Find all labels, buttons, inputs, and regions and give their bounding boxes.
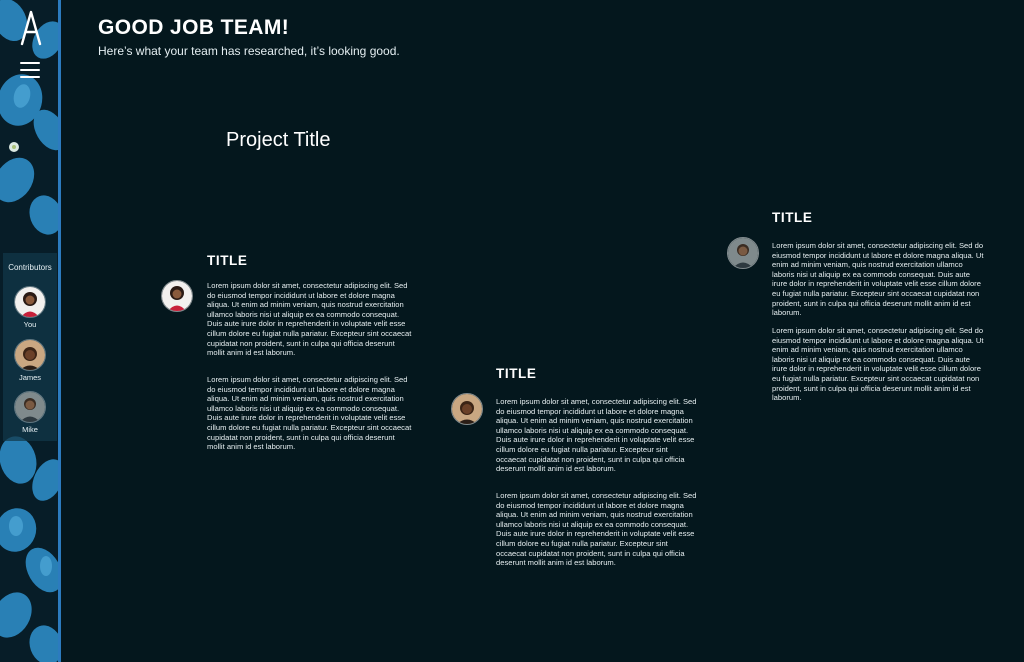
avatar[interactable] <box>451 393 483 425</box>
card-paragraph: Lorem ipsum dolor sit amet, consectetur adipiscing elit. Sed do eiusmod tempor incididunt ut labore et dolore magna aliqua. Ut enim ad minim veniam, quis nostrud exercitation ullamco laboris nisi ut aliquip ex ea commodo consequat. Duis aute irure dolor in reprehenderit in voluptate velit esse cillum dolore eu fugiat nulla pariatur. Excepteur sint occaecat cupidatat non proident, sunt in culpa qui officia deserunt mollit anim id est laborum. <box>207 375 412 452</box>
card-title: TITLE <box>496 366 537 381</box>
avatar[interactable] <box>161 280 193 312</box>
page-title: GOOD JOB TEAM! <box>98 16 290 39</box>
contributor-name: Mike <box>22 425 38 434</box>
hamburger-menu-icon[interactable] <box>20 62 40 78</box>
avatar <box>14 339 46 371</box>
card-paragraph: Lorem ipsum dolor sit amet, consectetur adipiscing elit. Sed do eiusmod tempor incididunt ut labore et dolore magna aliqua. Ut enim ad minim veniam, quis nostrud exercitation ullamco laboris nisi ut aliquip ex ea commodo consequat. Duis aute irure dolor in reprehenderit in voluptate velit esse cillum dolore eu fugiat nulla pariatur. Excepteur sint occaecat cupidatat non proident, sunt in culpa qui officia deserunt mollit anim id est laborum. <box>207 281 412 358</box>
page-subtitle: Here’s what your team has researched, it’s looking good. <box>98 44 400 58</box>
avatar <box>14 391 46 423</box>
card-paragraph: Lorem ipsum dolor sit amet, consectetur adipiscing elit. Sed do eiusmod tempor incididunt ut labore et dolore magna aliqua. Ut enim ad minim veniam, quis nostrud exercitation ullamco laboris nisi ut aliquip ex ea commodo consequat. Duis aute irure dolor in reprehenderit in voluptate velit esse cillum dolore eu fugiat nulla pariatur. Excepteur sint occaecat cupidatat non proident, sunt in culpa qui officia deserunt mollit anim id est laborum. <box>772 326 984 403</box>
card-title: TITLE <box>207 253 248 268</box>
card-paragraph: Lorem ipsum dolor sit amet, consectetur adipiscing elit. Sed do eiusmod tempor incididunt ut labore et dolore magna aliqua. Ut enim ad minim veniam, quis nostrud exercitation ullamco laboris nisi ut aliquip ex ea commodo consequat. Duis aute irure dolor in reprehenderit in voluptate velit esse cillum dolore eu fugiat nulla pariatur. Excepteur sint occaecat cupidatat non proident, sunt in culpa qui officia deserunt mollit anim id est laborum. <box>772 241 984 318</box>
project-title: Project Title <box>226 129 331 151</box>
contributor-mike[interactable] <box>3 391 57 434</box>
contributor-name: You <box>23 320 37 329</box>
avatar[interactable] <box>727 237 759 269</box>
contributor-james[interactable] <box>3 339 57 382</box>
avatar <box>14 286 46 318</box>
sidebar-accent-strip <box>58 0 61 662</box>
logo-a-icon[interactable] <box>18 10 44 46</box>
contributor-you[interactable] <box>3 286 57 329</box>
card-title: TITLE <box>772 210 813 225</box>
card-paragraph: Lorem ipsum dolor sit amet, consectetur adipiscing elit. Sed do eiusmod tempor incididunt ut labore et dolore magna aliqua. Ut enim ad minim veniam, quis nostrud exercitation ullamco laboris nisi ut aliquip ex ea commodo consequat. Duis aute irure dolor in reprehenderit in voluptate velit esse cillum dolore eu fugiat nulla pariatur. Excepteur sint occaecat cupidatat non proident, sunt in culpa qui officia deserunt mollit anim id est laborum. <box>496 397 697 474</box>
card-paragraph: Lorem ipsum dolor sit amet, consectetur adipiscing elit. Sed do eiusmod tempor incididunt ut labore et dolore magna aliqua. Ut enim ad minim veniam, quis nostrud exercitation ullamco laboris nisi ut aliquip ex ea commodo consequat. Duis aute irure dolor in reprehenderit in voluptate velit esse cillum dolore eu fugiat nulla pariatur. Excepteur sint occaecat cupidatat non proident, sunt in culpa qui officia deserunt mollit anim id est laborum. <box>496 491 697 568</box>
contributor-name: James <box>18 373 42 382</box>
sidebar <box>0 0 61 662</box>
contributors-panel <box>3 253 57 441</box>
contributors-label: Contributors <box>8 263 52 272</box>
